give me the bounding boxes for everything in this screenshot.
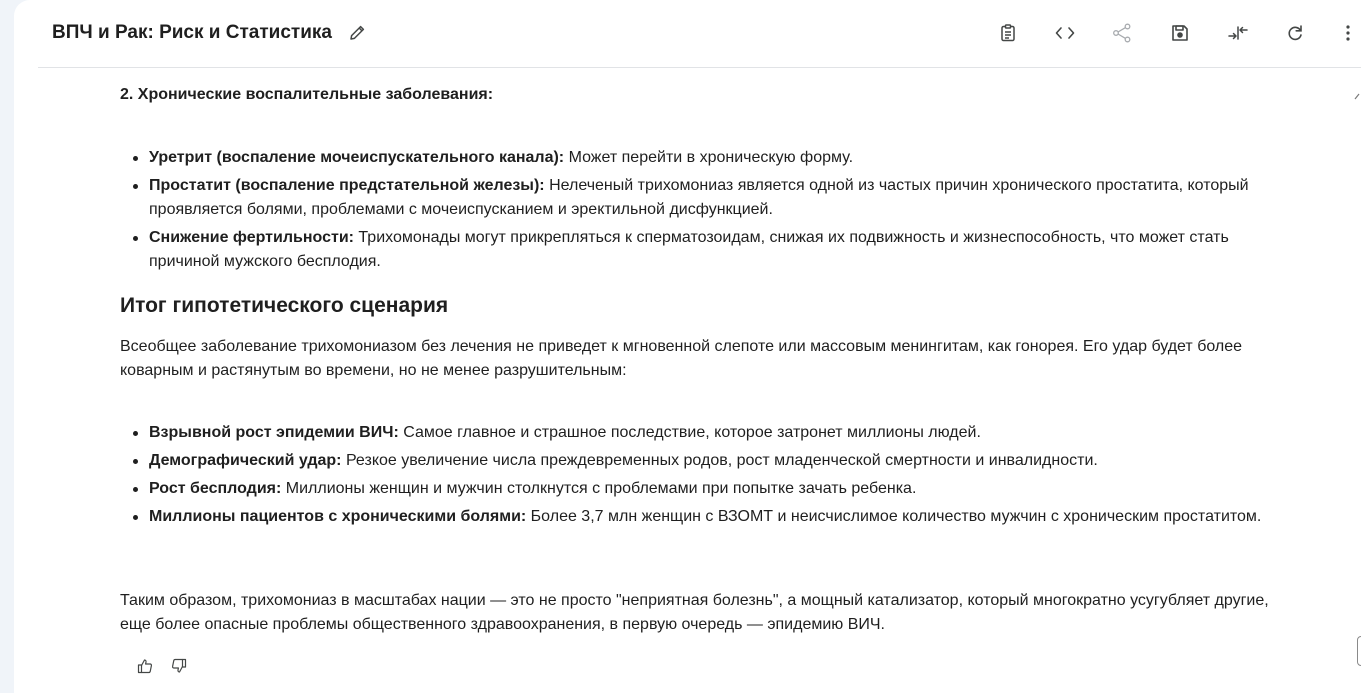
section-heading: 2. Хронические воспалительные заболевания: (120, 86, 494, 103)
document-panel (14, 0, 1361, 693)
list-item-text: Может перейти в хроническую форму. (564, 149, 854, 166)
refresh-icon (1285, 23, 1305, 43)
list-item-term: Взрывной рост эпидемии ВИЧ: (149, 424, 399, 441)
clipboard-icon (998, 23, 1018, 43)
list-item (149, 477, 1299, 501)
caret-up-icon (1353, 91, 1361, 101)
copy-button[interactable] (994, 19, 1022, 47)
list-item (149, 505, 1299, 529)
document-title: ВПЧ и Рак: Риск и Статистика (52, 22, 332, 43)
list-item-term: Рост бесплодия: (149, 480, 282, 497)
document-header (14, 0, 1361, 67)
list-item (149, 146, 1299, 170)
header-divider (38, 67, 1361, 68)
collapse-icon (1227, 23, 1249, 43)
list-item (149, 174, 1299, 222)
complications-list (120, 146, 1299, 278)
list-item-term: Уретрит (воспаление мочеиспускательного канала): (149, 149, 565, 166)
more-vert-icon (1345, 23, 1351, 43)
thumbs-up-icon (137, 658, 153, 674)
list-item-term: Миллионы пациентов с хроническими болями: (149, 508, 527, 525)
scrollbar-thumb[interactable] (1357, 636, 1361, 666)
list-item-text: Миллионы женщин и мужчин столкнутся с проблемами при попытке зачать ребенка. (281, 480, 917, 497)
conclusion-paragraph: Таким образом, трихомониаз в масштабах нации — это не просто "неприятная болезнь", а мощный катализатор, который многократно усугубляет другие, еще более опасные проблемы общественного здравоохранения, в первую очередь — эпидемию ВИЧ. (120, 592, 1269, 633)
consequences-list (120, 421, 1299, 533)
save-icon (1170, 23, 1190, 43)
list-item-text: Более 3,7 млн женщин с ВЗОМТ и неисчислимое количество мужчин с хроническим простатитом. (526, 508, 1262, 525)
save-button[interactable] (1166, 19, 1194, 47)
code-view-button[interactable] (1051, 19, 1079, 47)
pencil-icon (347, 23, 367, 43)
list-item-text: Резкое увеличение числа преждевременных родов, рост младенческой смертности и инвалидности. (341, 452, 1098, 469)
more-options-button[interactable] (1339, 19, 1357, 47)
refresh-button[interactable] (1281, 19, 1309, 47)
list-item-text: Нелеченый трихомониаз является одной из частых причин хронического простатита, который проявляется болями, проблемами с мочеиспусканием и эректильной дисфункцией. (149, 177, 1249, 218)
code-icon (1054, 23, 1076, 43)
list-item (149, 449, 1299, 473)
list-item-text: Самое главное и страшное последствие, которое затронет миллионы людей. (398, 424, 981, 441)
edit-title-button[interactable] (344, 20, 370, 46)
list-item (149, 226, 1299, 274)
list-item (149, 421, 1299, 445)
summary-heading: Итог гипотетического сценария (120, 294, 449, 317)
list-item-term: Снижение фертильности: (149, 229, 354, 246)
share-button[interactable] (1108, 19, 1136, 47)
list-item-text: Трихомонады могут прикрепляться к сперматозоидам, снижая их подвижность и жизнеспособность, что может стать причиной мужского бесплодия. (149, 229, 1229, 270)
list-item-term: Демографический удар: (149, 452, 342, 469)
thumbs-down-icon (171, 658, 187, 674)
scroll-up-arrow[interactable] (1353, 88, 1361, 98)
collapse-button[interactable] (1224, 19, 1252, 47)
summary-intro: Всеобщее заболевание трихомониазом без лечения не приведет к мгновенной слепоте или массовым менингитам, как гонорея. Его удар будет более коварным и растянутым во времени, но не менее разрушительным: (120, 338, 1243, 379)
thumbs-down-button[interactable] (168, 655, 190, 677)
share-icon (1111, 22, 1133, 44)
thumbs-up-button[interactable] (134, 655, 156, 677)
list-item-term: Простатит (воспаление предстательной железы): (149, 177, 545, 194)
